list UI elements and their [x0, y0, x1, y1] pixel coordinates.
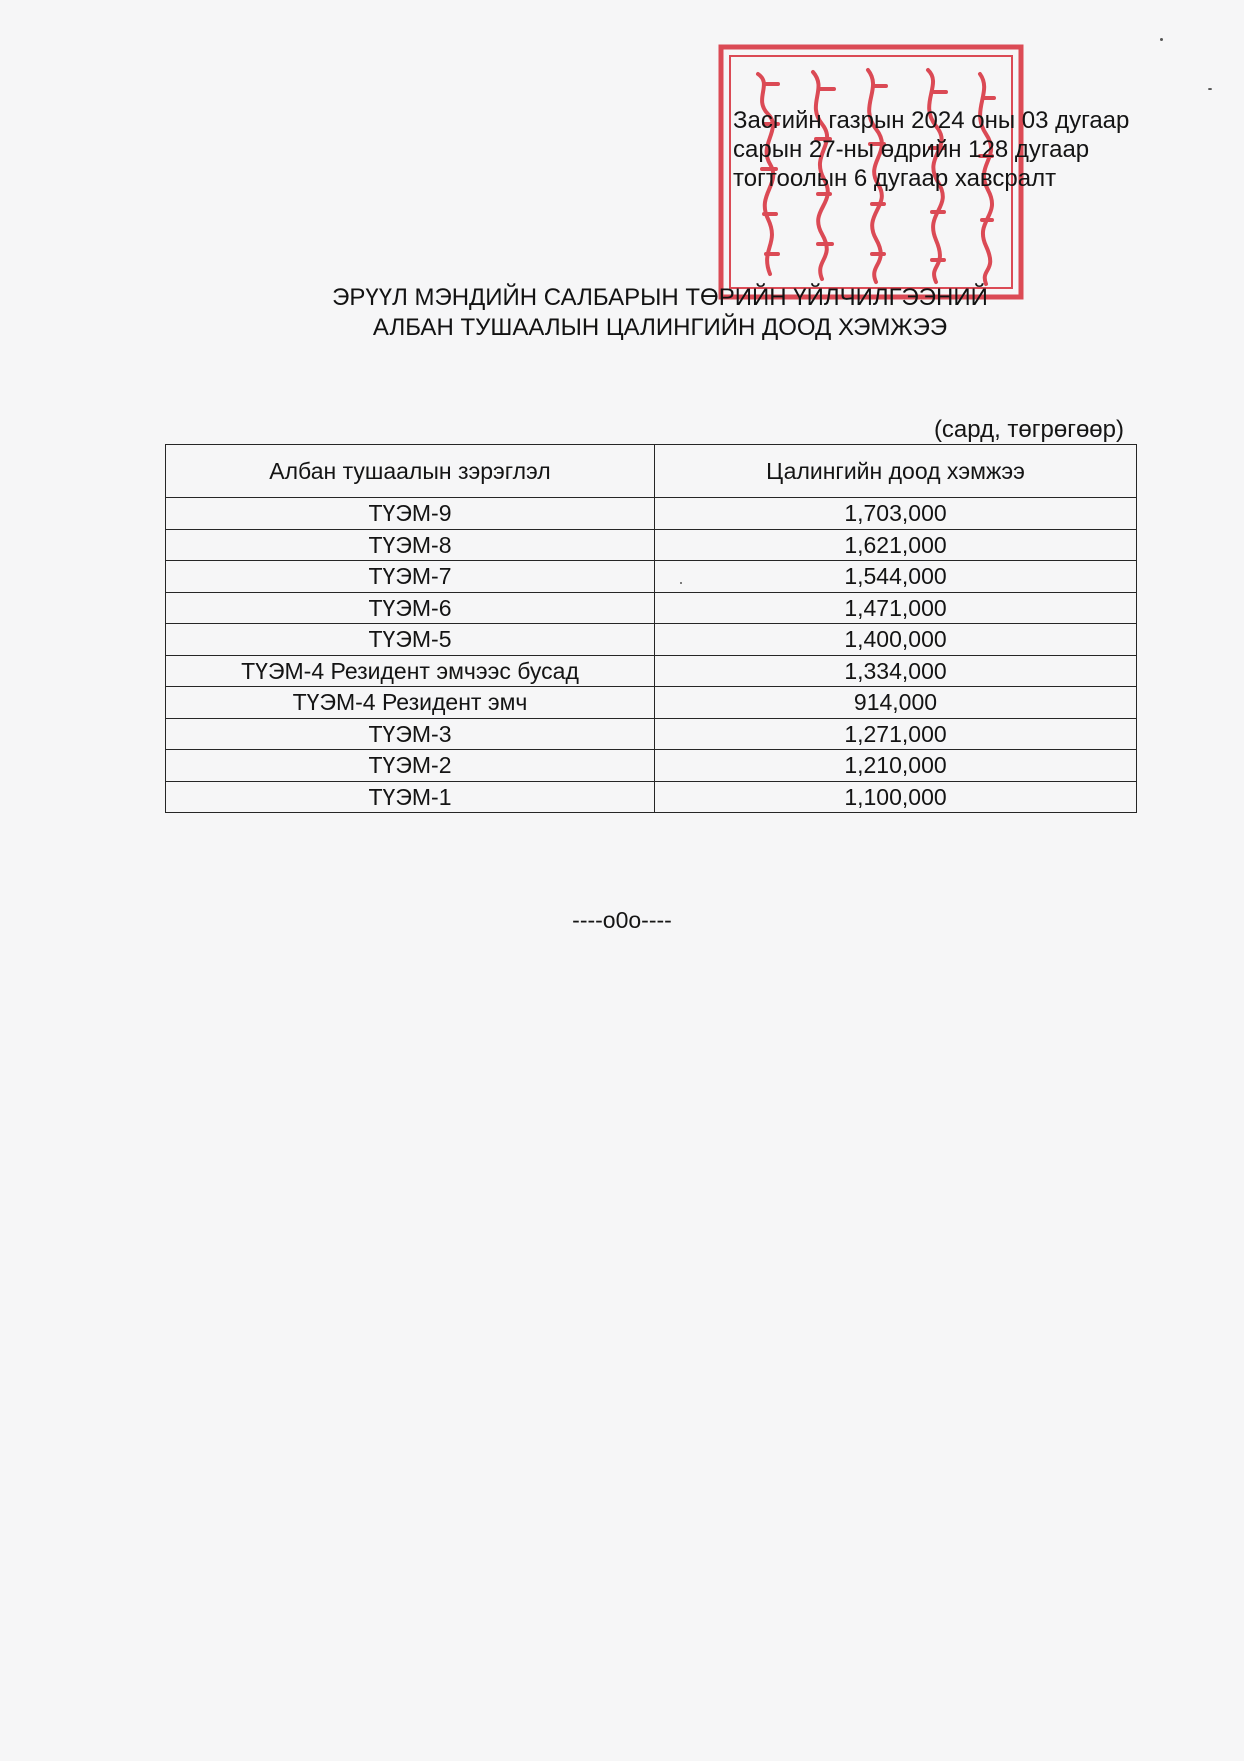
attachment-note-line-2: сарын 27-ны өдрийн 128 дугаар [733, 136, 1090, 163]
header-position-grade: Албан тушаалын зэрэглэл [166, 445, 655, 498]
salary-cell: 1,334,000 [655, 655, 1137, 687]
scan-speck [1208, 88, 1212, 90]
salary-cell: 1,100,000 [655, 781, 1137, 813]
table-row [166, 529, 1137, 561]
grade-cell: ТҮЭМ-4 Резидент эмчээс бусад [166, 655, 655, 687]
grade-cell: ТҮЭМ-8 [166, 529, 655, 561]
grade-cell: ТҮЭМ-4 Резидент эмч [166, 687, 655, 719]
table-row [166, 750, 1137, 782]
scan-speck [680, 582, 682, 584]
document-title-line-2: АЛБАН ТУШААЛЫН ЦАЛИНГИЙН ДООД ХЭМЖЭЭ [372, 314, 948, 341]
grade-cell: ТҮЭМ-5 [166, 624, 655, 656]
document-title [160, 283, 1160, 343]
table-header-row [166, 445, 1137, 498]
table-row [166, 498, 1137, 530]
header-minimum-salary: Цалингийн доод хэмжээ [655, 445, 1137, 498]
salary-cell: 1,210,000 [655, 750, 1137, 782]
grade-cell: ТҮЭМ-2 [166, 750, 655, 782]
grade-cell: ТҮЭМ-9 [166, 498, 655, 530]
grade-cell: ТҮЭМ-7 [166, 561, 655, 593]
salary-cell: 914,000 [655, 687, 1137, 719]
end-mark: ----o0o---- [572, 907, 672, 933]
attachment-note [733, 106, 1173, 193]
grade-cell: ТҮЭМ-6 [166, 592, 655, 624]
grade-cell: ТҮЭМ-3 [166, 718, 655, 750]
scan-speck [1160, 38, 1163, 41]
attachment-note-line-3: тогтоолын 6 дугаар хавсралт [733, 165, 1057, 192]
salary-cell: 1,471,000 [655, 592, 1137, 624]
table-row [166, 561, 1137, 593]
attachment-note-line-1: Засгийн газрын 2024 оны 03 дугаар [733, 107, 1130, 134]
salary-cell: 1,544,000 [655, 561, 1137, 593]
salary-cell: 1,621,000 [655, 529, 1137, 561]
salary-table [165, 444, 1137, 813]
table-row [166, 655, 1137, 687]
salary-cell: 1,703,000 [655, 498, 1137, 530]
grade-cell: ТҮЭМ-1 [166, 781, 655, 813]
table-row [166, 592, 1137, 624]
document-title-line-1: ЭРҮҮЛ МЭНДИЙН САЛБАРЫН ТӨРИЙН ҮЙЛЧИЛГЭЭНИЙ [332, 284, 988, 311]
salary-cell: 1,271,000 [655, 718, 1137, 750]
table-row [166, 687, 1137, 719]
unit-note: (сард, төгрөгөөр) [933, 416, 1124, 443]
table-row [166, 624, 1137, 656]
table-row [166, 718, 1137, 750]
salary-cell: 1,400,000 [655, 624, 1137, 656]
table-row [166, 781, 1137, 813]
